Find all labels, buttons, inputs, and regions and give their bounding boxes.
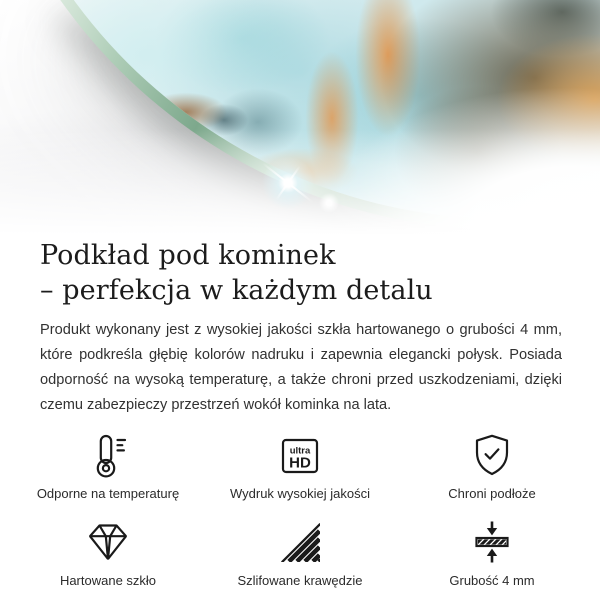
text-content xyxy=(0,238,600,418)
title-line-2: – perfekcja w każdym detalu xyxy=(40,275,433,306)
product-photo xyxy=(0,0,600,235)
feature-label: Szlifowane krawędzie xyxy=(237,573,363,588)
hd-text: HD xyxy=(289,454,311,472)
product-description: Produkt wykonany jest z wysokiej jakości szkła hartowanego o grubości 4 mm, które podkreśla głębię kolorów nadruku i zapewnia elegancki połysk. Posiada odporność na wysoką temperaturę, a także chroni przed uszkodzeniami, dzięki czemu zabezpieczy przestrzeń wokół kominka na lata. xyxy=(40,322,562,413)
feature-label: Wydruk wysokiej jakości xyxy=(229,486,371,501)
feature-tempered-glass xyxy=(12,518,204,588)
feature-label: Grubość 4 mm xyxy=(449,573,535,588)
feature-polished-edges xyxy=(204,518,396,588)
feature-protects-floor xyxy=(396,431,588,501)
page-title xyxy=(40,238,560,308)
feature-label: Chroni podłoże xyxy=(448,486,536,501)
feature-label: Hartowane szkło xyxy=(59,573,157,588)
ultra-hd-icon xyxy=(276,431,324,479)
feature-temperature xyxy=(12,431,204,501)
features-grid xyxy=(0,431,600,588)
polished-edges-icon xyxy=(276,518,324,566)
ultra-text: ultra xyxy=(289,445,311,457)
feature-label: Odporne na temperaturę xyxy=(36,486,180,501)
thickness-icon xyxy=(468,518,516,566)
feature-thickness xyxy=(396,518,588,588)
diamond-icon xyxy=(84,518,132,566)
title-line-1: Podkład pod kominek xyxy=(40,240,336,271)
feature-print-quality xyxy=(204,431,396,501)
shield-check-icon xyxy=(468,431,516,479)
thermometer-icon xyxy=(84,431,132,479)
